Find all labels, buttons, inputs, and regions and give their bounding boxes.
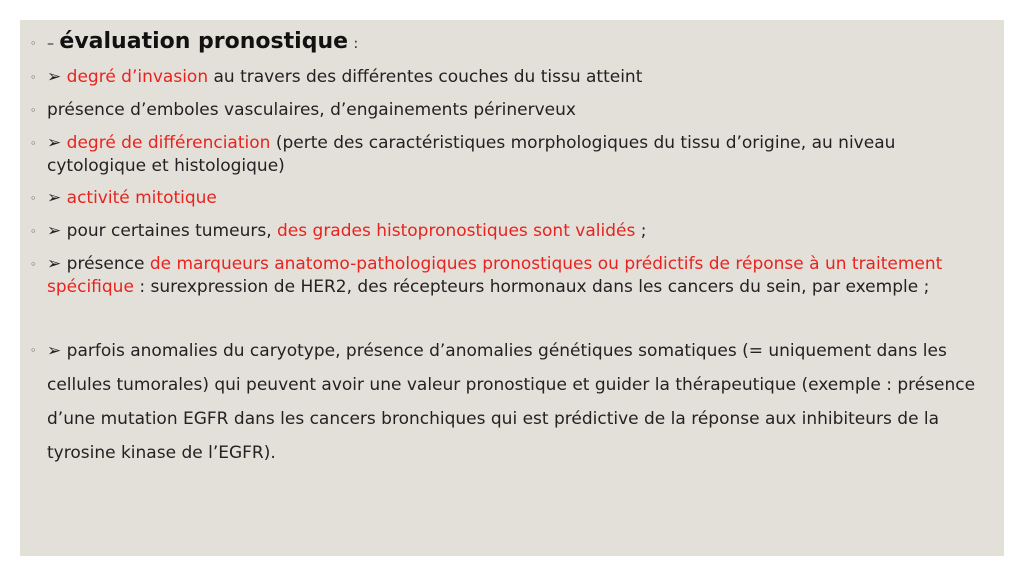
bullet-icon: ◦ <box>30 192 37 205</box>
arrow-icon: ➢ <box>47 341 62 361</box>
list-item-differenciation <box>30 132 990 178</box>
bullet-icon: ◦ <box>30 344 37 357</box>
list-item-title <box>30 28 990 58</box>
bullet-icon: ◦ <box>30 104 37 117</box>
item-tail: : surexpression de HER2, des récepteurs hormonaux dans les cancers du sein, par exemple ; <box>139 277 930 297</box>
bullet-icon: ◦ <box>30 225 37 238</box>
item-text: (perte des caractéristiques morphologiques du tissu d’origine, au niveau cytologique et histologique) <box>47 133 896 176</box>
list-item-mitotique <box>30 187 990 210</box>
highlight-text: activité mitotique <box>66 188 217 208</box>
list-item-emboles <box>30 99 990 122</box>
bullet-icon: ◦ <box>30 137 37 150</box>
item-text: parfois anomalies du caryotype, présence d’anomalies génétiques somatiques (= uniquement dans les cellules tumorales) qui peuvent avoir une valeur pronostique et guider la thérapeutique (exemple : présence d’une mutation EGFR dans les cancers bronchiques qui est prédictive de la réponse aux inhibiteurs de la tyrosine kinase de l’EGFR). <box>47 341 976 463</box>
item-text: présence d’emboles vasculaires, d’engainements périnerveux <box>47 100 576 120</box>
list-item-invasion <box>30 66 990 89</box>
section-title: évaluation pronostique <box>59 29 349 54</box>
highlight-text: de marqueurs anatomo-pathologiques pronostiques ou prédictifs de réponse à un traitement spécifique <box>47 254 943 297</box>
bullet-icon: ◦ <box>30 71 37 84</box>
arrow-icon: ➢ <box>47 254 62 274</box>
arrow-icon: ➢ <box>47 133 62 153</box>
bullet-icon: ◦ <box>30 258 37 271</box>
item-text: pour certaines tumeurs, <box>66 221 272 241</box>
item-text: présence <box>66 254 145 274</box>
list-item-marqueurs <box>30 253 990 299</box>
highlight-text: degré d’invasion <box>66 67 209 87</box>
list-item-caryotype <box>30 334 990 470</box>
title-colon: : <box>353 36 359 52</box>
list-item-grades <box>30 220 990 243</box>
highlight-text: degré de différenciation <box>66 133 271 153</box>
highlight-text: des grades histopronostiques sont validés <box>277 221 636 241</box>
item-tail: ; <box>640 221 647 241</box>
item-text: au travers des différentes couches du tissu atteint <box>213 67 643 87</box>
arrow-icon: ➢ <box>47 67 62 87</box>
dash-marker: – <box>47 36 54 52</box>
bullet-icon: ◦ <box>30 37 37 50</box>
arrow-icon: ➢ <box>47 188 62 208</box>
slide <box>20 20 1004 556</box>
arrow-icon: ➢ <box>47 221 62 241</box>
